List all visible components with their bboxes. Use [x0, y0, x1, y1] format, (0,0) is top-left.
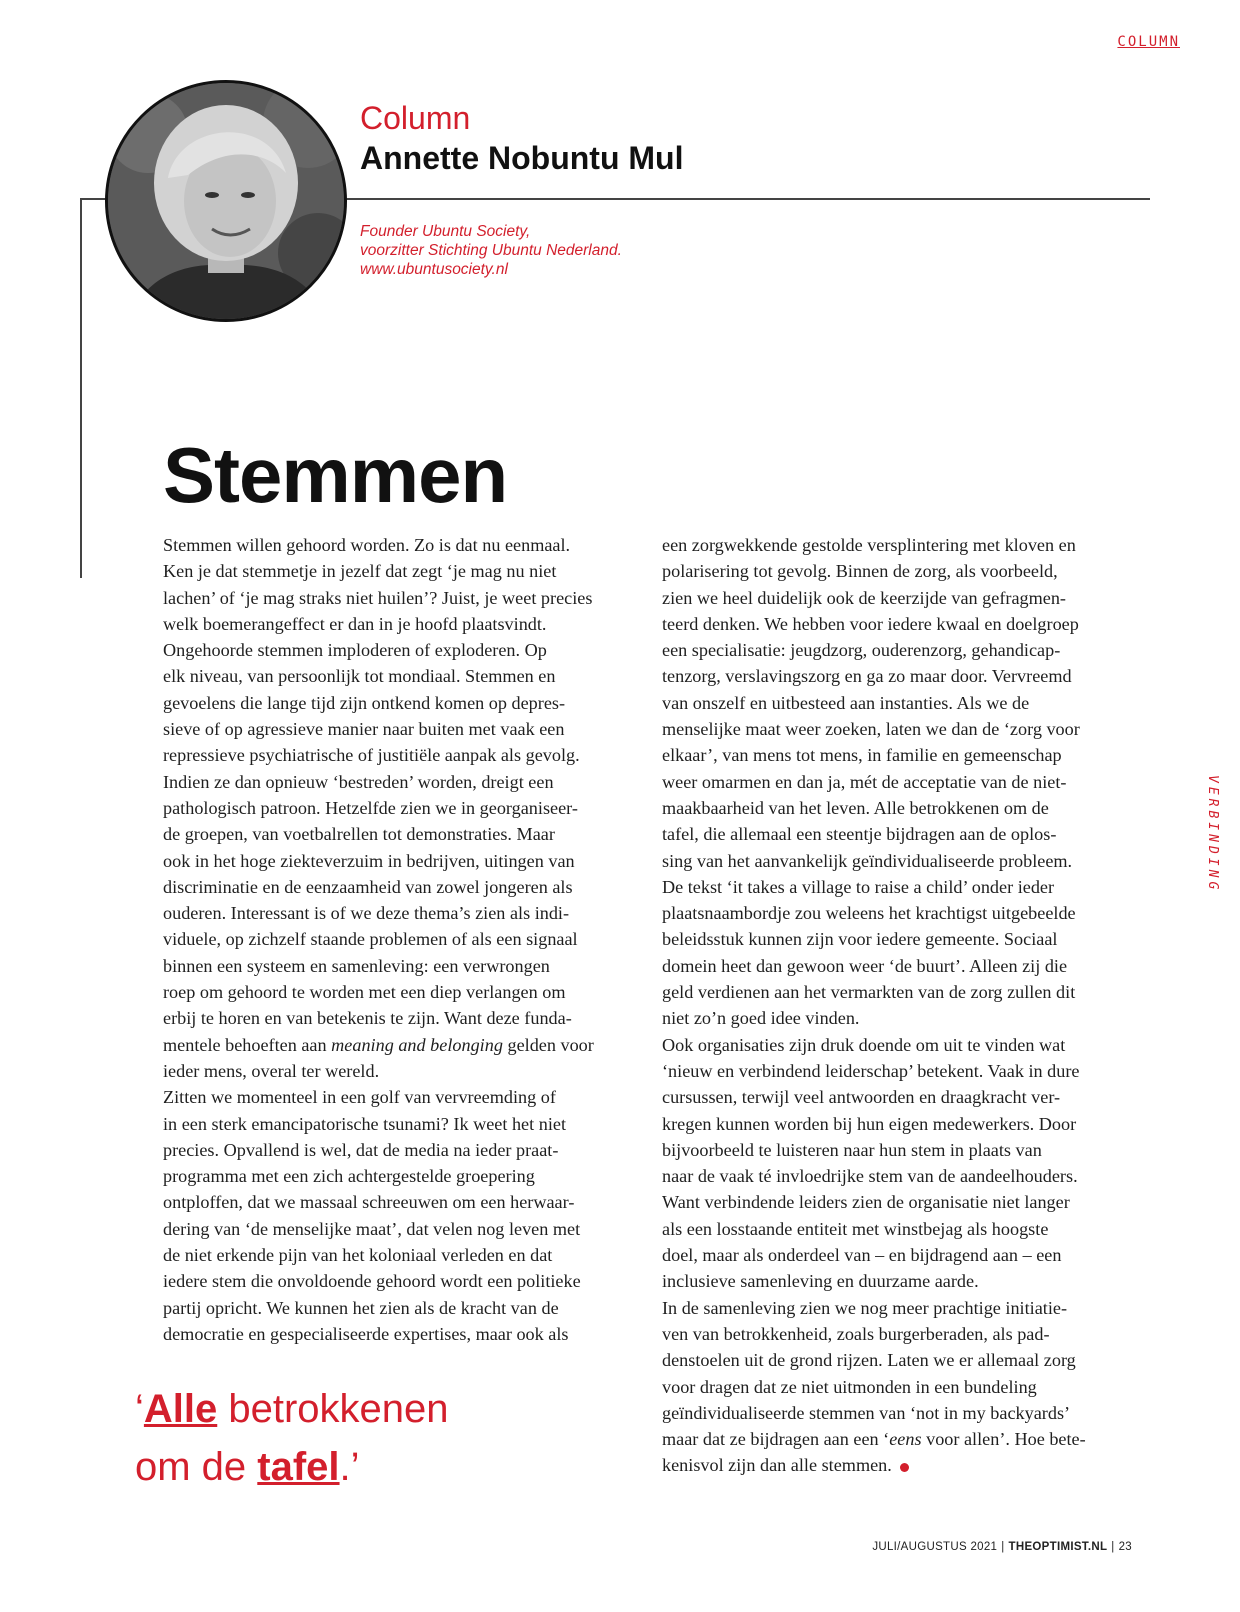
- header-rule-vertical: [80, 198, 82, 578]
- emphasis-text: meaning and belonging: [331, 1034, 503, 1055]
- body-line: een specialisatie: jeugdzorg, ouderenzorg, gehandicap-: [662, 640, 1061, 661]
- body-line: mentele behoeften aan meaning and belonging gelden voor: [163, 1034, 594, 1055]
- author-bio: [360, 222, 622, 279]
- body-line: Zitten we momenteel in een golf van vervreemding of: [163, 1087, 556, 1108]
- portrait-image-icon: [108, 83, 344, 319]
- body-line: maar dat ze bijdragen aan een ‘eens voor allen’. Hoe bete-: [662, 1429, 1086, 1450]
- body-line: Ken je dat stemmetje in jezelf dat zegt ‘je mag nu niet: [163, 561, 557, 582]
- body-line: beleidsstuk kunnen zijn voor iedere gemeente. Sociaal: [662, 929, 1058, 950]
- body-line: lachen’ of ‘je mag straks niet huilen’? Juist, je weet precies: [163, 587, 593, 608]
- body-line: doel, maar als onderdeel van – en bijdragend aan – een: [662, 1245, 1062, 1266]
- body-line: Ongehoorde stemmen imploderen of exploderen. Op: [163, 640, 547, 661]
- body-line: dering van ‘de menselijke maat’, dat velen nog leven met: [163, 1218, 581, 1239]
- body-line: domein heet dan gewoon weer ‘de buurt’. Alleen zij die: [662, 955, 1068, 976]
- body-line: De tekst ‘it takes a village to raise a child’ onder ieder: [662, 876, 1055, 897]
- body-line: bijvoorbeeld te luisteren naar hun stem in plaats van: [662, 1139, 1042, 1160]
- body-line: erbij te horen en van betekenis te zijn. Want deze funda-: [163, 1008, 572, 1029]
- body-line: precies. Opvallend is wel, dat de media na ieder praat-: [163, 1139, 559, 1160]
- body-line: inclusieve samenleving en duurzame aarde.: [662, 1271, 979, 1292]
- bio-line-website: www.ubuntusociety.nl: [360, 261, 508, 278]
- author-portrait: [105, 80, 347, 322]
- body-line: elk niveau, van persoonlijk tot mondiaal. Stemmen en: [163, 666, 556, 687]
- body-line: partij opricht. We kunnen het zien als de kracht van de: [163, 1297, 559, 1318]
- article-column-left: [163, 532, 643, 1347]
- body-line: viduele, op zichzelf staande problemen of als een signaal: [163, 929, 578, 950]
- body-line: naar de vaak té invloedrijke stem van de aandeelhouders.: [662, 1166, 1078, 1187]
- body-line: een zorgwekkende gestolde versplintering met kloven en: [662, 535, 1076, 555]
- article-title: Stemmen: [163, 431, 508, 519]
- body-line: Indien ze dan opnieuw ‘bestreden’ worden, dreigt een: [163, 771, 554, 792]
- bio-line: voorzitter Stichting Ubuntu Nederland.: [360, 242, 622, 259]
- pull-quote-highlight: tafel: [257, 1445, 340, 1489]
- section-tag: COLUMN: [1117, 34, 1180, 50]
- page-footer: JULI/AUGUSTUS 2021 | THEOPTIMIST.NL | 23: [872, 1541, 1132, 1553]
- body-line: binnen een systeem en samenleving: een verwrongen: [163, 955, 550, 976]
- body-line: Stemmen willen gehoord worden. Zo is dat nu eenmaal.: [163, 535, 571, 555]
- author-name: Annette Nobuntu Mul: [360, 140, 684, 176]
- body-line: pathologisch patroon. Hetzelfde zien we in georganiseer-: [163, 797, 578, 818]
- body-line: tafel, die allemaal een steentje bijdragen aan de oplos-: [662, 824, 1057, 845]
- body-line: sieve of op agressieve manier naar buiten met vaak een: [163, 719, 565, 740]
- body-line: ouderen. Interessant is of we deze thema’s zien als indi-: [163, 903, 570, 924]
- end-mark-icon: [900, 1463, 909, 1472]
- pull-quote-highlight: Alle: [143, 1387, 218, 1431]
- pull-quote-line: ‘Alle betrokkenen: [135, 1387, 449, 1431]
- body-line: van onszelf en uitbesteed aan instanties. Als we de: [662, 692, 1030, 713]
- body-line: maakbaarheid van het leven. Alle betrokkenen om de: [662, 797, 1049, 818]
- body-line: denstoelen uit de grond rijzen. Laten we er allemaal zorg: [662, 1350, 1076, 1371]
- body-line: polarisering tot gevolg. Binnen de zorg, als voorbeeld,: [662, 561, 1058, 582]
- body-line: de groepen, van voetbalrellen tot demonstraties. Maar: [163, 824, 555, 845]
- bio-line: Founder Ubuntu Society,: [360, 223, 531, 240]
- side-section-tag: VERBINDING: [1205, 775, 1220, 894]
- body-line: ieder mens, overal ter wereld.: [163, 1060, 380, 1081]
- body-line: programma met een zich achtergestelde groepering: [163, 1166, 535, 1187]
- emphasis-text: eens: [889, 1429, 922, 1450]
- issue-date: JULI/AUGUSTUS 2021: [872, 1541, 998, 1553]
- body-line: in een sterk emancipatorische tsunami? Ik weet het niet: [163, 1113, 567, 1134]
- body-line: niet zo’n goed idee vinden.: [662, 1008, 860, 1029]
- body-line: ven van betrokkenheid, zoals burgerberaden, als pad-: [662, 1323, 1050, 1344]
- body-line: ‘nieuw en verbindend leiderschap’ betekent. Vaak in dure: [662, 1060, 1080, 1081]
- body-line: iedere stem die onvoldoende gehoord wordt een politieke: [163, 1271, 581, 1292]
- body-line: teerd denken. We hebben voor iedere kwaal en doelgroep: [662, 613, 1079, 634]
- body-line: gevoelens die lange tijd zijn ontkend komen op depres-: [163, 692, 566, 713]
- body-line: zien we heel duidelijk ook de keerzijde van gefragmen-: [662, 587, 1066, 608]
- body-line: welk boemerangeffect er dan in je hoofd plaatsvindt.: [163, 613, 547, 634]
- body-line: democratie en gespecialiseerde expertises, maar ook als: [163, 1323, 569, 1344]
- page-number: 23: [1118, 1541, 1132, 1553]
- body-line: als een losstaande entiteit met winstbejag als hoogste: [662, 1218, 1049, 1239]
- body-line: roep om gehoord te worden met een diep verlangen om: [163, 982, 566, 1003]
- column-label: Column: [360, 100, 471, 136]
- pull-quote-line: om de tafel.’: [135, 1445, 360, 1489]
- body-line: geïndividualiseerde stemmen van ‘not in my backyards’: [662, 1402, 1071, 1423]
- body-line: kregen kunnen worden bij hun eigen medewerkers. Door: [662, 1113, 1077, 1134]
- body-line: elkaar’, van mens tot mens, in familie en gemeenschap: [662, 745, 1062, 766]
- body-line: ook in het hoge ziekteverzuim in bedrijven, uitingen van: [163, 850, 575, 871]
- body-line: tenzorg, verslavingszorg en ga zo maar door. Vervreemd: [662, 666, 1072, 687]
- body-line: plaatsnaambordje zou weleens het krachtigst uitgebeelde: [662, 903, 1076, 924]
- body-line: Ook organisaties zijn druk doende om uit te vinden wat: [662, 1034, 1066, 1055]
- pull-quote: [135, 1380, 449, 1496]
- body-line: repressieve psychiatrische of justitiële aanpak als gevolg.: [163, 745, 580, 766]
- body-line: Want verbindende leiders zien de organisatie niet langer: [662, 1192, 1070, 1213]
- body-line: cursussen, terwijl veel antwoorden en draagkracht ver-: [662, 1087, 1061, 1108]
- body-line-last: kenisvol zijn dan alle stemmen.: [662, 1452, 1142, 1478]
- article-column-right: [662, 532, 1142, 1479]
- body-line: In de samenleving zien we nog meer prachtige initiatie-: [662, 1297, 1068, 1318]
- site-name: THEOPTIMIST.NL: [1008, 1541, 1108, 1553]
- body-line: ontploffen, dat we massaal schreeuwen om een herwaar-: [163, 1192, 575, 1213]
- body-line: voor dragen dat ze niet uitmonden in een bundeling: [662, 1376, 1037, 1397]
- body-line: geld verdienen aan het vermarkten van de zorg zullen dit: [662, 982, 1076, 1003]
- body-line: sing van het aanvankelijk geïndividualiseerde probleem.: [662, 850, 1073, 871]
- body-line: weer omarmen en dan ja, mét de acceptatie van de niet-: [662, 771, 1067, 792]
- body-line: menselijke maat weer zoeken, laten we dan de ‘zorg voor: [662, 719, 1080, 740]
- body-line: discriminatie en de eenzaamheid van zowel jongeren als: [163, 876, 573, 897]
- body-line: de niet erkende pijn van het koloniaal verleden en dat: [163, 1245, 553, 1266]
